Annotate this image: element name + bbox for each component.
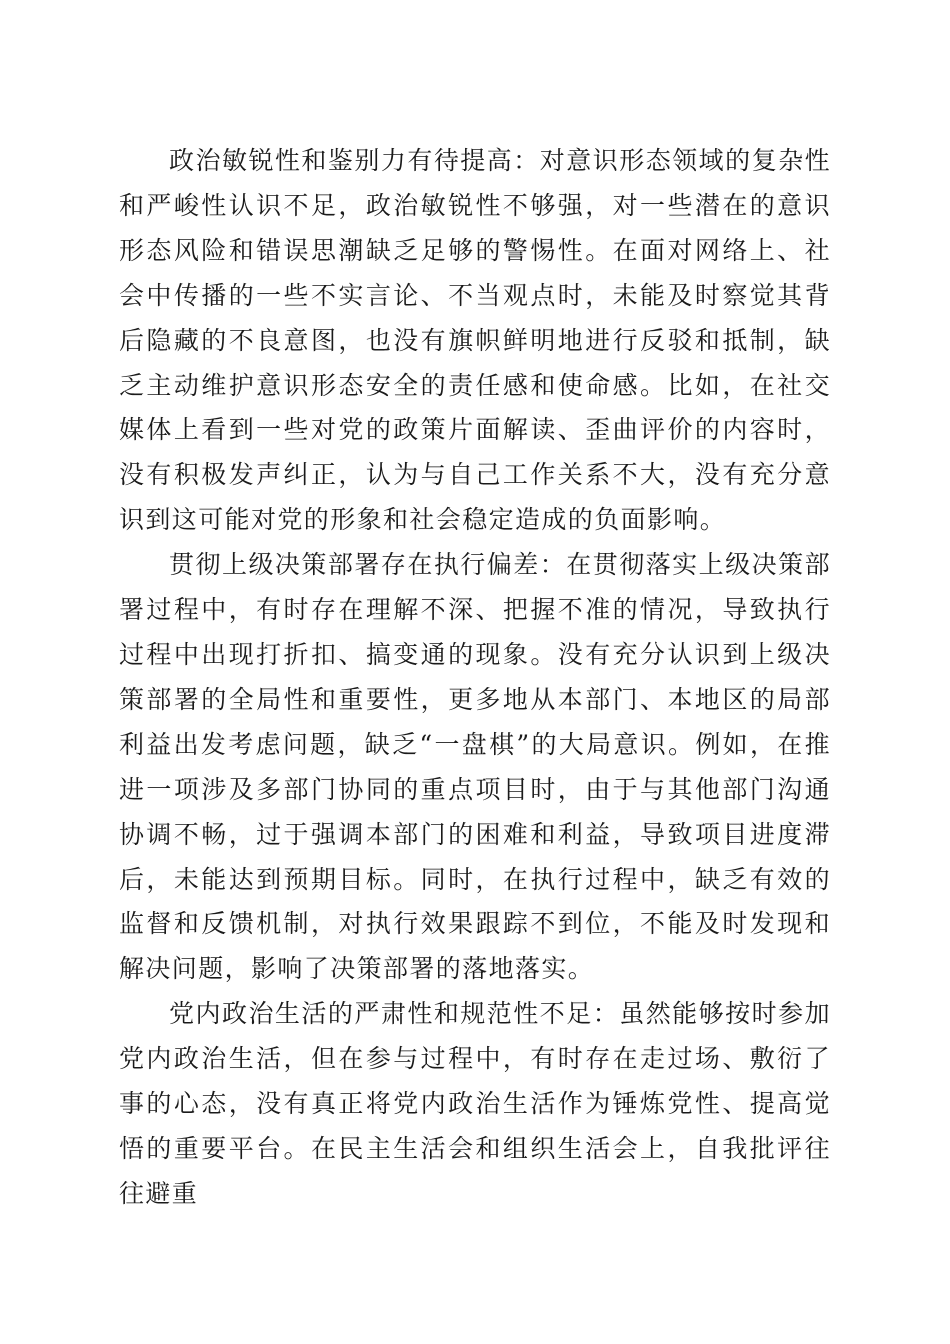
document-body [119,139,831,1217]
paragraph-political-sensitivity: 政治敏锐性和鉴别力有待提高：对意识形态领域的复杂性和严峻性认识不足，政治敏锐性不够强，对一些潜在的意识形态风险和错误思潮缺乏足够的警惕性。在面对网络上、社会中传播的一些不实言论、不当观点时，未能及时察觉其背后隐藏的不良意图，也没有旗帜鲜明地进行反驳和抵制，缺乏主动维护意识形态安全的责任感和使命感。比如，在社交媒体上看到一些对党的政策片面解读、歪曲评价的内容时，没有积极发声纠正，认为与自己工作关系不大，没有充分意识到这可能对党的形象和社会稳定造成的负面影响。 [119,146,831,535]
paragraph-execution-deviation: 贯彻上级决策部署存在执行偏差：在贯彻落实上级决策部署过程中，有时存在理解不深、把握不准的情况，导致执行过程中出现打折扣、搞变通的现象。没有充分认识到上级决策部署的全局性和重要性，更多地从本部门、本地区的局部利益出发考虑问题，缺乏“一盘棋”的大局意识。例如，在推进一项涉及多部门协同的重点项目时，由于与其他部门沟通协调不畅，过于强调本部门的困难和利益，导致项目进度滞后，未能达到预期目标。同时，在执行过程中，缺乏有效的监督和反馈机制，对执行效果跟踪不到位，不能及时发现和解决问题，影响了决策部署的落地落实。 [119,550,831,984]
paragraph-party-political-life: 党内政治生活的严肃性和规范性不足：虽然能够按时参加党内政治生活，但在参与过程中，有时存在走过场、敷衍了事的心态，没有真正将党内政治生活作为锤炼党性、提高觉悟的重要平台。在民主生活会和组织生活会上，自我批评往往避重 [119,999,831,1208]
